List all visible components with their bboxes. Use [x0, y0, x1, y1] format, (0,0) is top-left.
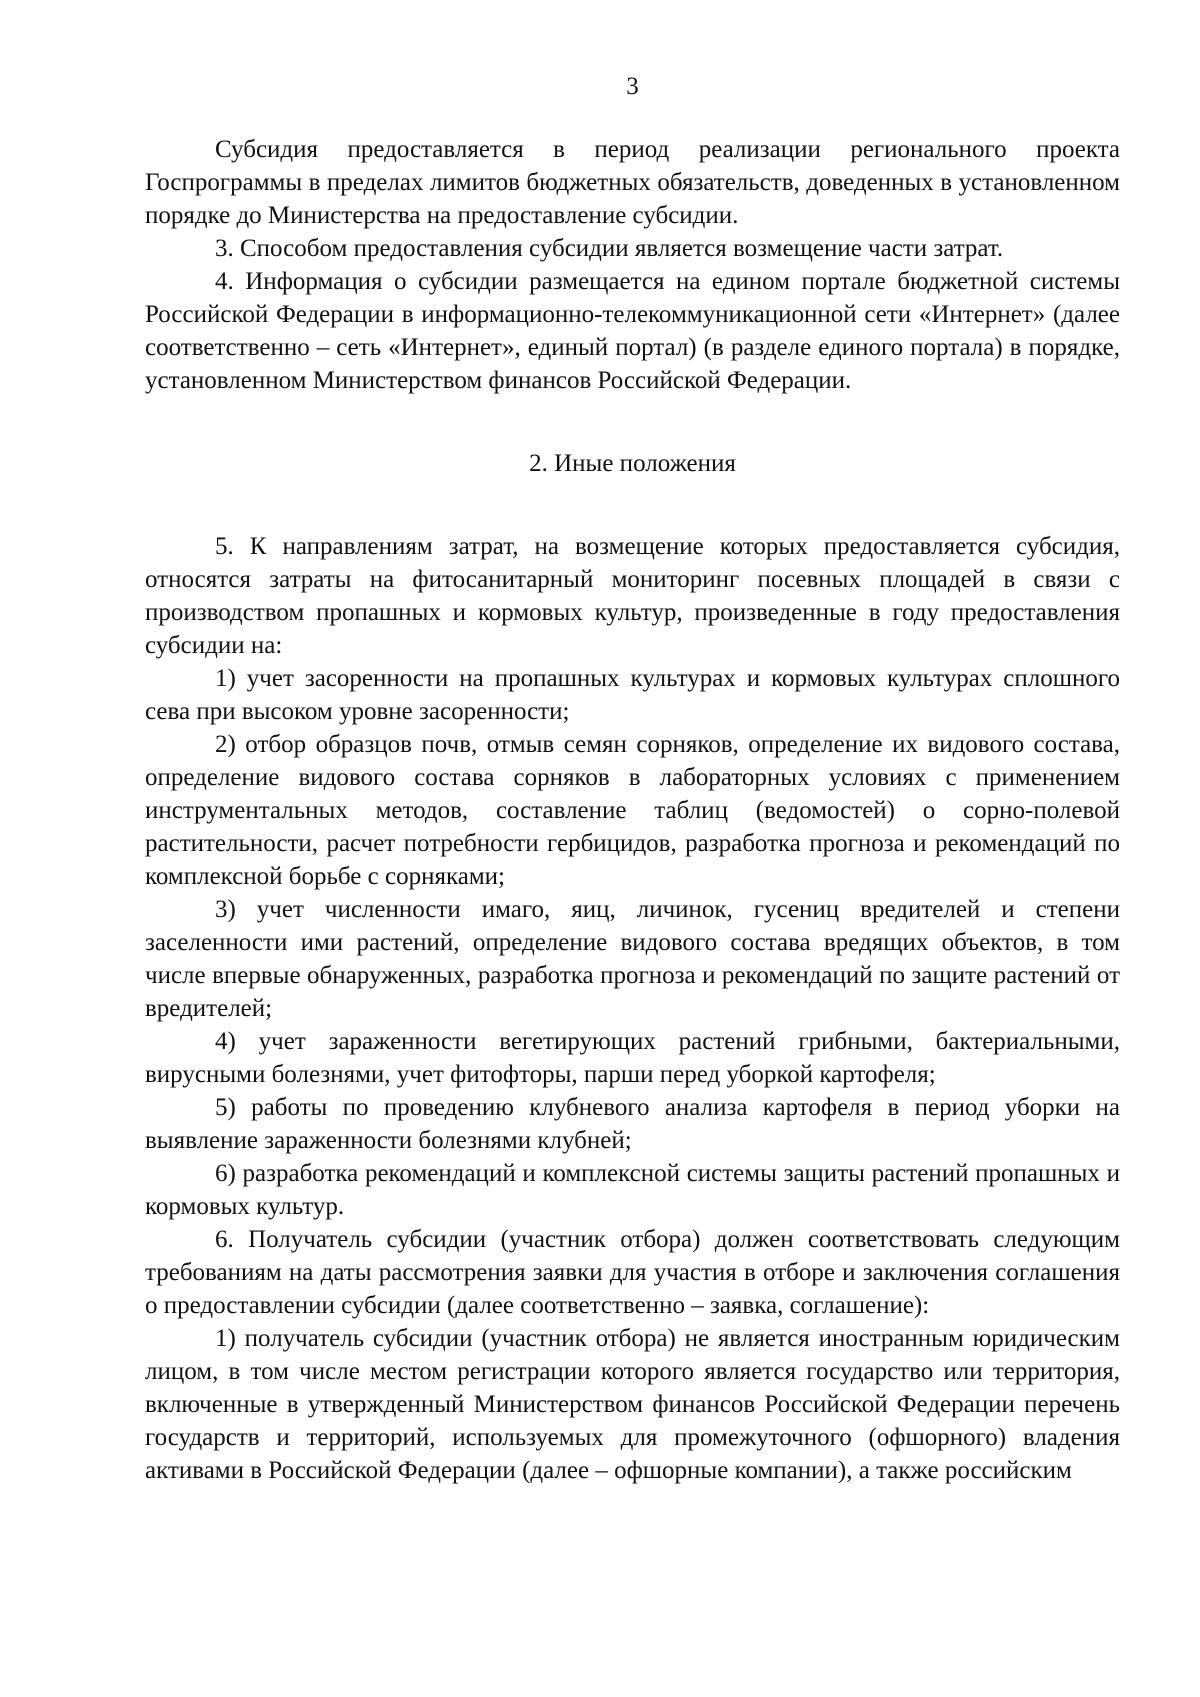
paragraph: 3. Способом предоставления субсидии является возмещение части затрат.	[215, 235, 1004, 262]
page-number: 3	[626, 73, 639, 100]
section-heading: 2. Иные положения	[529, 450, 736, 477]
paragraph: 4. Информация о субсидии размещается на едином портале бюджетной системы Российской Федерации в информационно-телекоммуникационной сети «Интернет» (далее соответственно – сеть «Интернет», единый портал) (в разделе единого портала) в порядке, установленном Министерством финансов Российской Федерации.	[145, 268, 1120, 394]
list-item: 5) работы по проведению клубневого анализа картофеля в период уборки на выявление зараженности болезнями клубней;	[145, 1094, 1120, 1154]
list-item: 6) разработка рекомендаций и комплексной системы защиты растений пропашных и кормовых культур.	[145, 1160, 1120, 1220]
list-item: 1) получатель субсидии (участник отбора) не является иностранным юридическим лицом, в том числе местом регистрации которого является государство или территория, включенные в утвержденный Министерством финансов Российской Федерации перечень государств и территорий, используемых для промежуточного (офшорного) владения активами в Российской Федерации (далее – офшорные компании), а также российским	[145, 1325, 1120, 1484]
list-item: 4) учет зараженности вегетирующих растений грибными, бактериальными, вирусными болезнями, учет фитофторы, парши перед уборкой картофеля;	[145, 1028, 1120, 1088]
list-item: 2) отбор образцов почв, отмыв семян сорняков, определение их видового состава, определение видового состава сорняков в лабораторных условиях с применением инструментальных методов, составление таблиц (ведомостей) о сорно-полевой растительности, расчет потребности гербицидов, разработка прогноза и рекомендаций по комплексной борьбе с сорняками;	[145, 731, 1120, 890]
paragraph: 6. Получатель субсидии (участник отбора) должен соответствовать следующим требованиям на даты рассмотрения заявки для участия в отборе и заключения соглашения о предоставлении субсидии (далее соответственно – заявка, соглашение):	[145, 1226, 1120, 1319]
paragraph: 5. К направлениям затрат, на возмещение которых предоставляется субсидия, относятся затраты на фитосанитарный мониторинг посевных площадей в связи с производством пропашных и кормовых культур, произведенные в году предоставления субсидии на:	[145, 533, 1120, 659]
paragraph: Субсидия предоставляется в период реализации регионального проекта Госпрограммы в пределах лимитов бюджетных обязательств, доведенных в установленном порядке до Министерства на предоставление субсидии.	[145, 136, 1120, 229]
list-item: 1) учет засоренности на пропашных культурах и кормовых культурах сплошного сева при высоком уровне засоренности;	[145, 665, 1120, 725]
list-item: 3) учет численности имаго, яиц, личинок, гусениц вредителей и степени заселенности ими растений, определение видового состава вредящих объектов, в том числе впервые обнаруженных, разработка прогноза и рекомендаций по защите растений от вредителей;	[145, 896, 1120, 1022]
document-page	[145, 70, 1120, 1487]
